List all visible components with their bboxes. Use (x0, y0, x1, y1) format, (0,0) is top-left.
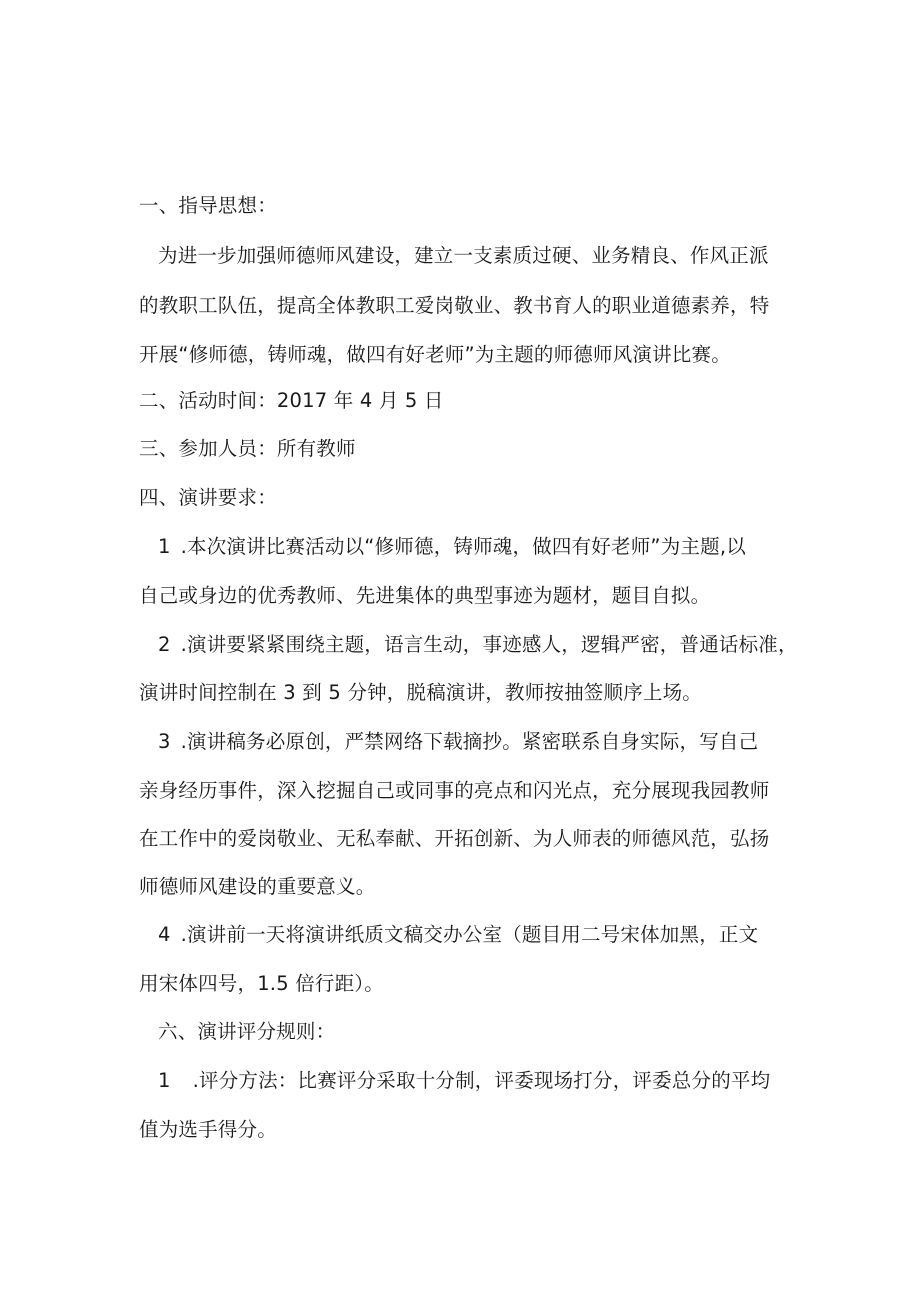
list-number: 1 (158, 1069, 171, 1092)
paragraph-line: 开展“修师德，铸师魂，做四有好老师”为主题的师德师风演讲比赛。 (139, 343, 731, 366)
section-heading-activity-time: 二、活动时间：2017 年 4 月 5 日 (139, 389, 444, 412)
section-heading-speech-requirements: 四、演讲要求： (139, 486, 277, 509)
paragraph-line: 的教职工队伍，提高全体教职工爱岗敬业、教书育人的职业道德素养，特 (139, 294, 770, 317)
list-item-4-line: 4 .演讲前一天将演讲纸质文稿交办公室（题目用二号宋体加黑，正文 (158, 923, 759, 946)
list-number: 1 (158, 535, 171, 558)
section-heading-participants: 三、参加人员：所有教师 (139, 437, 356, 460)
scoring-item-1-line: 1 .评分方法：比赛评分采取十分制，评委现场打分，评委总分的平均 (158, 1069, 771, 1092)
list-item-4-line: 用宋体四号，1.5 倍行距）。 (139, 972, 384, 995)
list-item-3-line: 在工作中的爱岗敬业、无私奉献、开拓创新、为人师表的师德风范，弘扬 (139, 827, 770, 850)
section-heading-guiding-ideology: 一、指导思想： (139, 194, 277, 217)
list-number: 4 (158, 923, 171, 946)
list-item-2-line: 演讲时间控制在 3 到 5 分钟，脱稿演讲，教师按抽签顺序上场。 (139, 681, 703, 704)
section-heading-scoring-rules: 六、演讲评分规则： (158, 1020, 336, 1043)
list-item-1-line: 自己或身边的优秀教师、先进集体的典型事迹为题材，题目自拟。 (139, 584, 711, 607)
paragraph-line: 为进一步加强师德师风建设，建立一支素质过硬、业务精良、作风正派 (158, 244, 769, 267)
list-item-1-line: 1 .本次演讲比赛活动以“修师德，铸师魂，做四有好老师”为主题,以 (158, 535, 746, 558)
list-item-2-line: 2 .演讲要紧紧围绕主题，语言生动，事迹感人，逻辑严密，普通话标准， (158, 633, 798, 656)
list-item-3-line: 3 .演讲稿务必原创，严禁网络下载摘抄。紧密联系自身实际，写自己 (158, 730, 759, 753)
list-item-3-line: 师德师风建设的重要意义。 (139, 875, 376, 898)
list-item-3-line: 亲身经历事件，深入挖掘自己或同事的亮点和闪光点，充分展现我园教师 (139, 779, 770, 802)
scoring-item-1-line: 值为选手得分。 (139, 1118, 277, 1141)
list-number: 2 (158, 633, 171, 656)
list-number: 3 (158, 730, 171, 753)
